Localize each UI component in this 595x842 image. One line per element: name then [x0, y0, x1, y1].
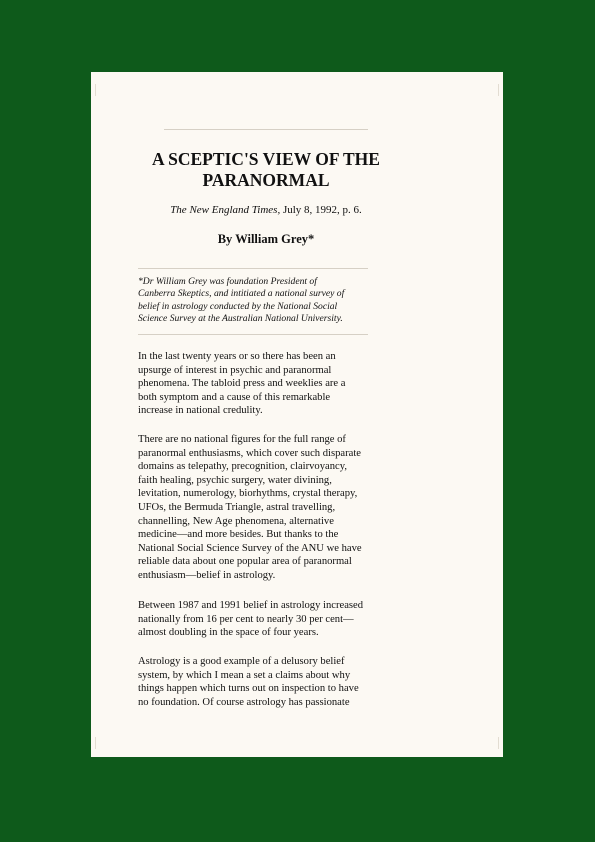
- publication-name: The New England Times,: [170, 204, 281, 216]
- footnote-line: Science Survey at the Australian National University.: [138, 312, 343, 324]
- body-paragraph-1: [138, 350, 408, 418]
- text-line: enthusiasm—belief in astrology.: [138, 569, 276, 581]
- text-line: domains as telepathy, precognition, clairvoyancy,: [138, 461, 347, 473]
- text-line: In the last twenty years or so there has been an: [138, 351, 336, 362]
- body-paragraph-3: [138, 599, 408, 640]
- text-line: Between 1987 and 1991 belief in astrology increased: [138, 600, 364, 611]
- body-paragraph-2: [138, 433, 408, 583]
- page-corner-mark: [498, 84, 499, 96]
- text-line: medicine—and more besides. But thanks to the: [138, 529, 339, 541]
- footnote-line: Canberra Skeptics, and intitiated a national survey of: [138, 288, 345, 300]
- document-page: [91, 72, 503, 757]
- text-line: increase in national credulity.: [138, 405, 263, 417]
- title-line-2: PARANORMAL: [202, 170, 330, 190]
- text-line: National Social Science Survey of the ANU we have: [138, 542, 362, 554]
- text-line: reliable data about one popular area of paranormal: [138, 556, 352, 568]
- text-line: paranormal enthusiasms, which cover such disparate: [138, 447, 361, 459]
- text-line: things happen which turns out on inspection to have: [138, 683, 359, 695]
- text-line: channelling, New Age phenomena, alternative: [138, 515, 334, 527]
- text-line: There are no national figures for the full range of: [138, 434, 346, 445]
- footnote-line: belief in astrology conducted by the National Social: [138, 300, 338, 312]
- page-corner-mark: [95, 84, 96, 96]
- text-line: upsurge of interest in psychic and paranormal: [138, 364, 332, 376]
- footnote-line: *Dr William Grey was foundation President of: [138, 276, 317, 287]
- body-paragraph-4: [138, 655, 408, 709]
- text-line: almost doubling in the space of four years.: [138, 627, 319, 639]
- article-title: [111, 149, 421, 191]
- footnote-bottom-rule: [138, 334, 368, 335]
- text-line: faith healing, psychic surgery, water divining,: [138, 474, 332, 486]
- text-line: system, by which I mean a set a claims about why: [138, 669, 351, 681]
- text-line: levitation, numerology, biorhythms, crystal therapy,: [138, 488, 358, 500]
- author-footnote: [138, 276, 388, 325]
- text-line: nationally from 16 per cent to nearly 30 per cent—: [138, 613, 354, 625]
- text-line: UFOs, the Bermuda Triangle, astral travelling,: [138, 501, 336, 513]
- publication-date: July 8, 1992, p. 6.: [280, 204, 362, 216]
- text-line: Astrology is a good example of a delusory belief: [138, 656, 345, 667]
- text-line: both symptom and a cause of this remarkable: [138, 391, 331, 403]
- footnote-top-rule: [138, 268, 368, 269]
- text-line: phenomena. The tabloid press and weeklies are a: [138, 378, 346, 390]
- text-line: no foundation. Of course astrology has passionate: [138, 696, 350, 708]
- page-corner-mark: [498, 737, 499, 749]
- header-rule: [164, 129, 368, 130]
- title-line-1: A SCEPTIC'S VIEW OF THE: [152, 149, 380, 169]
- publication-source: [111, 204, 421, 216]
- author-byline: By William Grey*: [217, 232, 315, 246]
- page-corner-mark: [95, 737, 96, 749]
